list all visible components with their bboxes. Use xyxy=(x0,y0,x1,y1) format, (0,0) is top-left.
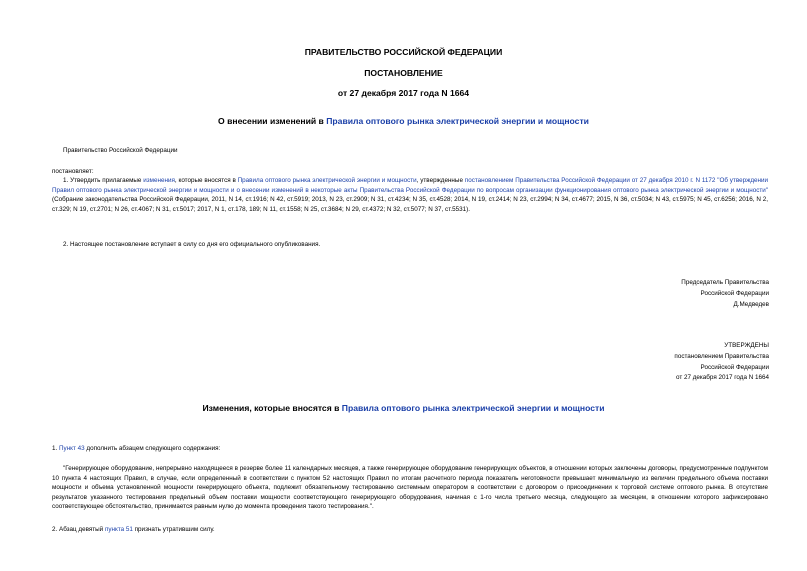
signature-position: Председатель Правительства xyxy=(681,279,769,286)
item-2-paragraph: 2. Настоящее постановление вступает в силу со дня его официального опубликования. xyxy=(63,241,321,248)
rules-link[interactable]: Правила оптового рынка электрической энергии и мощности xyxy=(326,116,589,126)
change-2-text-b: признать утратившим силу. xyxy=(132,526,215,533)
approval-line-3: Российской Федерации xyxy=(700,363,769,371)
signature-block xyxy=(681,278,769,310)
changes-link[interactable]: изменения xyxy=(143,177,175,184)
change-2-paragraph xyxy=(52,525,215,535)
rules-link-2[interactable]: Правила оптового рынка электрической энергии и мощности xyxy=(237,177,417,184)
approval-line-4: от 27 декабря 2017 года N 1664 xyxy=(675,374,769,382)
approval-line-1: УТВЕРЖДЕНЫ xyxy=(724,342,769,349)
change-1-paragraph xyxy=(52,444,220,454)
signature-name: Д.Медведев xyxy=(733,300,769,308)
rules-link-3[interactable]: Правила оптового рынка электрической энергии и мощности xyxy=(341,403,605,413)
point-51-link[interactable]: пункта 51 xyxy=(104,526,133,533)
item-1-paragraph xyxy=(52,176,768,214)
change-1-quote: "Генерирующее оборудование, непрерывно находящееся в резерве более 11 календарных месяцев, а также генерирующее оборудование генерирующих объектов, в отношении которых заключены договоры, предусмотренные подпунктом 10 пункта 4 настоящих Правил, в случае, если определенный в соответствии с пунктом 52 настоящих Правил по итогам расчетного периода показатель неготовности превышает минимальную из величин предельного объема поставки мощности и объема установленной мощности генерирующего объекта, подлежит обязательному тестированию системным оператором в соответствии с договором о присоединении к торговой системе оптового рынка. В отсутствие результатов указанного тестирования предельный объем поставки мощности соответствующего генерирующего оборудования, начиная с 1-го числа третьего месяца, следующего за месяцем, в отношении которого зафиксировано соответствующее обстоятельство, принимается равным нулю до момента проведения такого тестирования.". xyxy=(52,465,768,511)
change-2-text-a: 2. Абзац девятый xyxy=(52,526,105,533)
government-heading: ПРАВИТЕЛЬСТВО РОССИЙСКОЙ ФЕДЕРАЦИИ xyxy=(304,47,503,57)
doc-title xyxy=(0,116,807,126)
approval-line-2: постановлением Правительства xyxy=(674,352,769,360)
changes-title xyxy=(0,403,807,413)
item-1-text-b: , которые вносятся в xyxy=(174,177,238,184)
changes-title-prefix: Изменения, которые вносятся в xyxy=(202,403,342,413)
change-1-number: 1. xyxy=(52,445,60,452)
change-1-text: дополнить абзацем следующего содержания: xyxy=(84,445,221,452)
decree-1172-link[interactable]: постановлением Правительства Российской Федерации от 27 декабря 2010 г. N 1172 "Об утверждении Правил оптового рынка электрической энергии и мощности и о внесении изменений в некоторые акты Правительства Российской Федерации по вопросам организации функционирования оптового рынка электрической энергии и мощности" xyxy=(52,177,769,194)
approval-block xyxy=(674,341,769,384)
preamble-authority: Правительство Российской Федерации xyxy=(63,147,178,154)
doc-title-prefix: О внесении изменений в xyxy=(218,116,327,126)
item-1-text-c: , утвержденные xyxy=(416,177,465,184)
preamble-decrees: постановляет: xyxy=(52,168,94,175)
doc-date: от 27 декабря 2017 года N 1664 xyxy=(337,88,470,98)
item-1-text-a: 1. Утвердить прилагаемые xyxy=(63,177,144,184)
item-1-text-d: (Собрание законодательства Российской Федерации, 2011, N 14, ст.1916; N 42, ст.5919; 2013, N 23, ст.2909; N 31, ст.4234; N 35, ст.4528; 2014, N 19, ст.2414; N 23, ст.2994; N 34, ст.4677; 2015, N 36, ст.5034; N 43, ст.5975; N 45, ст.6256; 2016, N 2, ст.329; N 19, ст.2701; N 26, ст.4067; N 31, ст.5017; 2017, N 1, ст.178, 189; N 11, ст.1558; N 25, ст.3684; N 29, ст.4372; N 32, ст.5077; N 37, ст.5531). xyxy=(52,196,768,213)
doc-type-heading: ПОСТАНОВЛЕНИЕ xyxy=(364,68,443,78)
point-43-link[interactable]: Пункт 43 xyxy=(59,445,85,452)
signature-country: Российской Федерации xyxy=(700,289,769,297)
